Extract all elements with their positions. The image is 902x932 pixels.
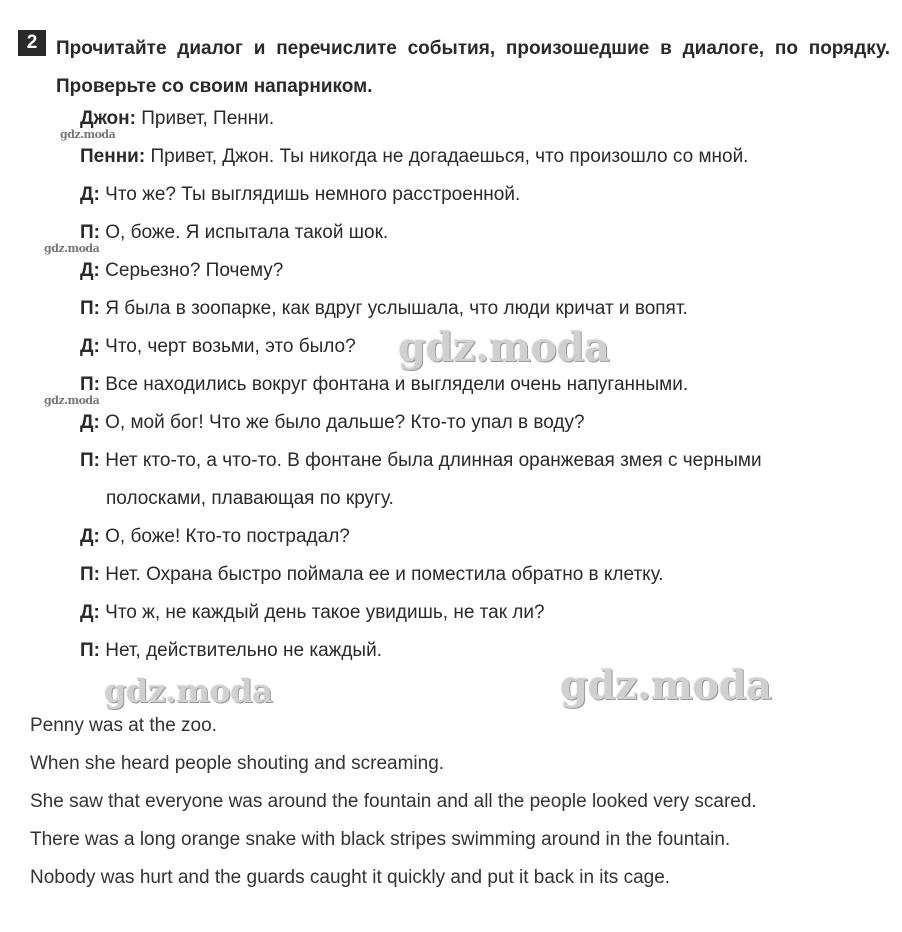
answer-item: She saw that everyone was around the fountain and all the people looked very scared. bbox=[30, 791, 757, 812]
dialog-line bbox=[80, 252, 892, 290]
dialog bbox=[80, 100, 892, 670]
dialog-line bbox=[80, 100, 892, 138]
dialog-text: Нет кто-то, а что-то. В фонтане была длинная оранжевая змея с черными bbox=[99, 450, 762, 471]
speaker-label: Д: bbox=[80, 184, 100, 205]
speaker-label: Д: bbox=[80, 336, 100, 357]
dialog-text: О, мой бог! Что же было дальше? Кто-то упал в воду? bbox=[99, 412, 585, 433]
watermark: gdz.moda bbox=[44, 394, 100, 407]
speaker-label: П: bbox=[80, 222, 100, 243]
speaker-label: Д: bbox=[80, 260, 100, 281]
dialog-line bbox=[80, 290, 892, 328]
dialog-text: Нет, действительно не каждый. bbox=[99, 640, 382, 661]
dialog-line bbox=[80, 328, 892, 366]
watermark: gdz.moda bbox=[44, 242, 100, 255]
watermark: gdz.moda bbox=[104, 672, 273, 710]
speaker-label: Пенни: bbox=[80, 146, 146, 167]
dialog-line-continuation: полосками, плавающая по кругу. bbox=[106, 488, 394, 509]
dialog-line bbox=[80, 632, 892, 670]
dialog-text: Все находились вокруг фонтана и выглядели очень напуганными. bbox=[99, 374, 689, 395]
dialog-line bbox=[80, 138, 892, 176]
watermark: gdz.moda bbox=[560, 662, 772, 709]
answer-list bbox=[30, 707, 890, 897]
answer-item: Nobody was hurt and the guards caught it quickly and put it back in its cage. bbox=[30, 867, 671, 888]
dialog-text: Я была в зоопарке, как вдруг услышала, что люди кричат и вопят. bbox=[99, 298, 688, 319]
dialog-text: О, боже! Кто-то пострадал? bbox=[99, 526, 350, 547]
dialog-text: Серьезно? Почему? bbox=[99, 260, 284, 281]
speaker-label: П: bbox=[80, 450, 100, 471]
speaker-label: П: bbox=[80, 298, 100, 319]
dialog-line bbox=[80, 214, 892, 252]
dialog-text: Что, черт возьми, это было? bbox=[99, 336, 356, 357]
dialog-text: Привет, Джон. Ты никогда не догадаешься, что произошло со мной. bbox=[145, 146, 749, 167]
watermark: gdz.moda bbox=[398, 324, 610, 371]
speaker-label: Джон: bbox=[80, 108, 136, 129]
dialog-line bbox=[80, 442, 892, 480]
speaker-label: П: bbox=[80, 640, 100, 661]
answer-item: When she heard people shouting and screaming. bbox=[30, 753, 445, 774]
dialog-line bbox=[80, 518, 892, 556]
dialog-line bbox=[80, 176, 892, 214]
task-number-badge: 2 bbox=[18, 30, 46, 56]
speaker-label: Д: bbox=[80, 412, 100, 433]
dialog-text: Что ж, не каждый день такое увидишь, не так ли? bbox=[99, 602, 545, 623]
speaker-label: П: bbox=[80, 564, 100, 585]
task-instruction: Прочитайте диалог и перечислите события, произошедшие в диалоге, по порядку. Проверьте со своим напарником. bbox=[56, 38, 890, 97]
dialog-line bbox=[80, 556, 892, 594]
dialog-text: О, боже. Я испытала такой шок. bbox=[99, 222, 389, 243]
dialog-text: Что же? Ты выглядишь немного расстроенной. bbox=[99, 184, 521, 205]
dialog-line bbox=[80, 594, 892, 632]
speaker-label: Д: bbox=[80, 602, 100, 623]
dialog-text: Привет, Пенни. bbox=[135, 108, 275, 129]
dialog-line bbox=[80, 404, 892, 442]
dialog-line bbox=[80, 366, 892, 404]
watermark: gdz.moda bbox=[60, 128, 116, 141]
dialog-text: Нет. Охрана быстро поймала ее и поместила обратно в клетку. bbox=[99, 564, 664, 585]
answer-item: There was a long orange snake with black stripes swimming around in the fountain. bbox=[30, 829, 731, 850]
answer-item: Penny was at the zoo. bbox=[30, 715, 217, 736]
speaker-label: П: bbox=[80, 374, 100, 395]
speaker-label: Д: bbox=[80, 526, 100, 547]
